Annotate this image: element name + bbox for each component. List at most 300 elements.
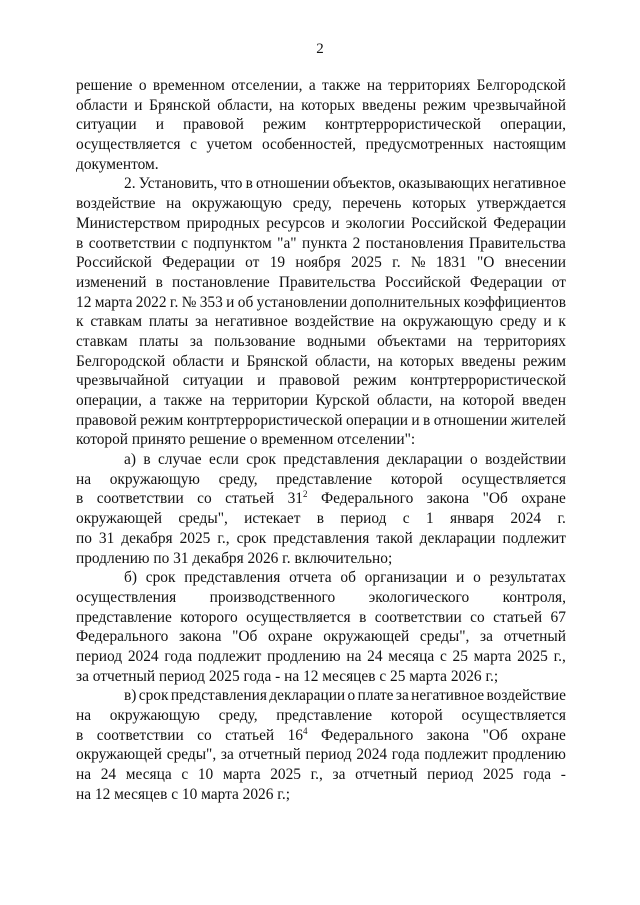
text-line bbox=[76, 253, 566, 273]
word: к bbox=[76, 313, 84, 331]
word: 24 bbox=[367, 647, 383, 665]
word: настоящим bbox=[493, 136, 566, 154]
word: коэффициентов bbox=[463, 293, 566, 311]
text-line bbox=[76, 273, 566, 293]
word: в bbox=[155, 273, 163, 291]
word: по bbox=[76, 529, 92, 547]
word: закона bbox=[179, 628, 222, 646]
word: среды", bbox=[178, 510, 228, 528]
word: воздействие bbox=[486, 687, 566, 705]
word: "О bbox=[476, 254, 495, 272]
word: представление bbox=[276, 470, 373, 488]
word: изменений bbox=[76, 273, 147, 291]
word: в bbox=[76, 726, 84, 744]
word: срок bbox=[236, 529, 267, 547]
word: среду bbox=[499, 313, 537, 331]
word: экологического bbox=[368, 588, 470, 606]
word: и bbox=[456, 569, 465, 587]
word: декларации bbox=[269, 687, 346, 705]
word: со bbox=[197, 490, 212, 508]
word: осуществляется bbox=[461, 707, 566, 724]
word: правовой bbox=[76, 411, 137, 429]
word: срок bbox=[138, 687, 169, 705]
word: области bbox=[76, 96, 128, 114]
text-line: за отчетный период 2025 года - на 12 месяцев с 25 марта 2026 г.; bbox=[76, 667, 499, 685]
text-line bbox=[76, 194, 566, 214]
word: 2024 bbox=[356, 746, 388, 764]
word: период bbox=[340, 510, 387, 528]
text-line bbox=[76, 391, 566, 411]
word: марта bbox=[94, 293, 133, 311]
word: утверждается bbox=[476, 195, 566, 213]
word: операции, bbox=[76, 392, 142, 409]
word: 2025 bbox=[179, 529, 211, 547]
word: Федерального bbox=[320, 726, 414, 744]
word: и bbox=[411, 411, 420, 429]
word: ставкам bbox=[90, 313, 142, 331]
word: продлению bbox=[267, 647, 341, 665]
word: № bbox=[410, 254, 426, 272]
text-line bbox=[76, 470, 566, 490]
word: окружающей bbox=[323, 628, 410, 646]
word: о bbox=[470, 451, 478, 469]
text-line bbox=[76, 115, 566, 135]
word: представления bbox=[273, 529, 370, 547]
word: ноября bbox=[295, 254, 341, 272]
word: области, bbox=[217, 96, 273, 114]
text-line bbox=[76, 371, 566, 391]
word: отчетный bbox=[238, 746, 301, 764]
word: осуществления bbox=[76, 588, 177, 606]
word: в bbox=[423, 411, 431, 429]
word: которой bbox=[390, 707, 443, 724]
word: Брянской bbox=[149, 96, 211, 114]
text-line bbox=[76, 588, 566, 608]
text-line bbox=[76, 745, 566, 765]
word: Курской bbox=[315, 392, 370, 409]
word: подлежит bbox=[197, 647, 262, 665]
text-line bbox=[76, 312, 566, 332]
text-line bbox=[76, 627, 566, 647]
text-line bbox=[76, 608, 566, 628]
word: контртеррористической bbox=[325, 116, 481, 134]
word: которого bbox=[180, 608, 238, 626]
word: среды", bbox=[166, 746, 217, 764]
text-line bbox=[76, 96, 566, 116]
word: с bbox=[439, 647, 447, 665]
word: осуществляется bbox=[246, 608, 351, 626]
word: марта bbox=[222, 766, 261, 784]
word: решение bbox=[76, 77, 133, 94]
word: воздействии bbox=[485, 451, 566, 469]
word: контроля, bbox=[502, 588, 566, 606]
word: б) bbox=[124, 569, 137, 587]
word: если bbox=[208, 451, 239, 469]
word: природных bbox=[186, 214, 260, 232]
word: соответствии bbox=[96, 726, 184, 744]
word: закона bbox=[426, 490, 470, 508]
word: среду, bbox=[218, 470, 258, 488]
word: подлежит bbox=[502, 529, 566, 547]
word: Белгородской bbox=[76, 352, 166, 370]
word: среды", bbox=[419, 628, 470, 646]
word: марта bbox=[473, 647, 512, 665]
word: 2025 bbox=[517, 647, 548, 665]
word: 2025 bbox=[351, 254, 382, 272]
text-line bbox=[76, 174, 566, 194]
word: статьей bbox=[225, 726, 275, 744]
word: соответствии bbox=[88, 234, 176, 252]
word: Министерством bbox=[76, 214, 181, 232]
text-line: документом. bbox=[76, 155, 159, 173]
word: ресурсов bbox=[266, 214, 325, 232]
word: срок bbox=[246, 451, 276, 469]
word: от bbox=[551, 273, 566, 291]
word: Федерации bbox=[469, 273, 543, 291]
word: негативное bbox=[214, 313, 288, 331]
word: срок bbox=[145, 569, 176, 587]
word: от bbox=[245, 254, 260, 272]
word: территории bbox=[232, 392, 308, 409]
word: объектами bbox=[377, 332, 447, 350]
word: Федерального bbox=[76, 628, 169, 646]
word: 1 bbox=[425, 510, 434, 528]
word: $16^4$ bbox=[287, 725, 308, 744]
word: января bbox=[450, 510, 494, 528]
word: отчетный bbox=[355, 766, 418, 784]
word: введены bbox=[361, 96, 417, 114]
word: в) bbox=[124, 687, 137, 705]
word: об bbox=[237, 293, 254, 311]
text-line bbox=[76, 509, 566, 529]
word: о bbox=[138, 77, 147, 94]
word: Федерации bbox=[162, 254, 235, 272]
word: отселении, bbox=[231, 77, 303, 94]
word: Установить, bbox=[138, 175, 218, 193]
word: негативное bbox=[492, 175, 566, 193]
word: 19 bbox=[269, 254, 286, 272]
word: на bbox=[76, 766, 92, 784]
word: области, bbox=[315, 352, 371, 370]
word: режим bbox=[140, 411, 184, 429]
word: особенностей, bbox=[261, 136, 357, 154]
word: статьей bbox=[493, 608, 543, 626]
word: и bbox=[231, 352, 240, 370]
word: г. bbox=[392, 254, 401, 272]
word: и bbox=[226, 293, 235, 311]
word: которой bbox=[462, 392, 515, 409]
word: учетом bbox=[206, 136, 253, 154]
word: а bbox=[149, 392, 157, 409]
word: об bbox=[340, 569, 356, 587]
word: отношении bbox=[256, 175, 330, 193]
word: Федерации bbox=[493, 214, 566, 232]
text-line bbox=[76, 135, 566, 155]
word: г., bbox=[217, 529, 230, 547]
word: - bbox=[560, 766, 566, 784]
word: декабря bbox=[121, 529, 173, 547]
word: окружающую bbox=[402, 313, 493, 331]
word: за bbox=[332, 766, 346, 784]
word: со bbox=[197, 726, 212, 744]
word: плате bbox=[357, 687, 394, 705]
word: с bbox=[181, 766, 189, 784]
word: Российской bbox=[76, 254, 152, 272]
word: экологии bbox=[345, 214, 405, 232]
word: представления bbox=[184, 569, 281, 587]
text-line bbox=[76, 332, 566, 352]
word: Белгородской bbox=[476, 77, 566, 94]
word: г. bbox=[557, 510, 566, 528]
word: режим bbox=[262, 116, 307, 134]
word: постановление bbox=[172, 273, 270, 291]
word: также bbox=[163, 392, 203, 409]
word: режим bbox=[422, 96, 467, 114]
word: негативное bbox=[411, 687, 485, 705]
word: операции, bbox=[500, 116, 566, 134]
word: 2 bbox=[352, 234, 361, 252]
superscript: 4 bbox=[302, 725, 308, 736]
word: № bbox=[181, 293, 197, 311]
word: в bbox=[316, 510, 325, 528]
word: о bbox=[473, 569, 481, 587]
word: чрезвычайной bbox=[472, 96, 566, 114]
word: окружающую bbox=[191, 195, 283, 213]
word: режим bbox=[353, 372, 397, 390]
word: г., bbox=[553, 647, 566, 665]
word: 10 bbox=[197, 766, 214, 784]
word: "Об bbox=[482, 726, 508, 744]
word: жителей bbox=[510, 411, 566, 429]
word: года bbox=[391, 746, 420, 764]
word: установлении bbox=[256, 293, 348, 311]
word: Федерального bbox=[320, 490, 414, 508]
word: отчетный bbox=[503, 628, 566, 646]
word: представления bbox=[283, 451, 380, 469]
word: Российской bbox=[411, 214, 487, 232]
text-line-with-superscript bbox=[76, 489, 566, 509]
word: режим bbox=[522, 352, 566, 370]
word: осуществляется bbox=[461, 470, 566, 488]
word: объектов, bbox=[332, 175, 396, 193]
text-line bbox=[76, 686, 566, 706]
word: и bbox=[257, 372, 266, 390]
word: на bbox=[380, 313, 396, 331]
word: г., bbox=[310, 766, 323, 784]
word: с bbox=[190, 136, 197, 154]
word: введены bbox=[461, 352, 516, 370]
text-line bbox=[76, 450, 566, 470]
word: 12 bbox=[76, 293, 92, 311]
word: с bbox=[402, 510, 410, 528]
word: на bbox=[457, 332, 473, 350]
word: операции bbox=[345, 411, 408, 429]
word: декларации bbox=[419, 529, 496, 547]
word: 67 bbox=[550, 608, 566, 626]
word: пользование bbox=[214, 332, 296, 350]
word: и bbox=[331, 214, 340, 232]
word: правовой bbox=[183, 116, 244, 134]
word: "Об bbox=[232, 628, 258, 646]
word: а) bbox=[124, 451, 136, 469]
word: среду, bbox=[218, 707, 258, 724]
text-line bbox=[76, 411, 566, 431]
word: в bbox=[143, 451, 151, 469]
word: контртеррористической bbox=[410, 372, 566, 390]
word: на bbox=[279, 96, 295, 114]
word: также bbox=[322, 77, 361, 94]
word: результатах bbox=[489, 569, 566, 587]
word: отношении bbox=[433, 411, 508, 429]
word: охране bbox=[267, 628, 313, 646]
word: представления bbox=[170, 687, 267, 705]
word: статьей bbox=[225, 490, 275, 508]
text-line bbox=[76, 647, 566, 667]
word: декларации bbox=[386, 451, 463, 469]
word: на bbox=[166, 195, 182, 213]
word: временном bbox=[152, 77, 225, 94]
word: постановления bbox=[365, 234, 464, 252]
word: пункта bbox=[301, 234, 348, 252]
text-line: которой принято решение о временном отселении": bbox=[76, 431, 416, 449]
word: охране bbox=[521, 490, 566, 508]
word: "Об bbox=[482, 490, 508, 508]
word: представление bbox=[276, 707, 373, 724]
word: в bbox=[359, 608, 367, 626]
word: и bbox=[134, 96, 143, 114]
word: "а" bbox=[277, 234, 297, 252]
word: месяца bbox=[388, 647, 435, 665]
text-line: на 12 месяцев с 10 марта 2026 г.; bbox=[76, 785, 290, 803]
word: соответствии bbox=[96, 490, 184, 508]
word: которой bbox=[390, 470, 443, 488]
word: на bbox=[209, 392, 225, 409]
word: 25 bbox=[452, 647, 468, 665]
word: которых bbox=[412, 195, 467, 213]
word: период bbox=[305, 746, 352, 764]
word: года bbox=[523, 766, 552, 784]
word: 353 bbox=[199, 293, 223, 311]
word: платы bbox=[148, 313, 189, 331]
word: представление bbox=[76, 608, 172, 626]
word: введен bbox=[522, 392, 566, 409]
text-line bbox=[76, 293, 566, 313]
word: организации bbox=[364, 569, 448, 587]
word: что bbox=[220, 175, 243, 193]
word: отчета bbox=[289, 569, 332, 587]
word: и bbox=[543, 313, 552, 331]
word: г. bbox=[169, 293, 179, 311]
word: на bbox=[76, 707, 92, 724]
word: за bbox=[195, 313, 208, 331]
word: 2025 bbox=[482, 766, 514, 784]
word: с bbox=[181, 234, 188, 252]
word: 1831 bbox=[435, 254, 467, 272]
word: на bbox=[377, 352, 393, 370]
word: воздействие bbox=[76, 195, 156, 213]
word: которых bbox=[399, 352, 455, 370]
word: перечень bbox=[342, 195, 402, 213]
word: за bbox=[480, 628, 493, 646]
word: среду, bbox=[292, 195, 332, 213]
word: ставкам bbox=[76, 332, 128, 350]
word: в bbox=[76, 234, 84, 252]
word: 2024 bbox=[510, 510, 542, 528]
word: подлежит bbox=[424, 746, 488, 764]
word: период bbox=[76, 647, 123, 665]
word: дополнительных bbox=[350, 293, 461, 311]
word: подпунктом bbox=[193, 234, 272, 252]
word: области, bbox=[377, 392, 433, 409]
word: такой bbox=[376, 529, 413, 547]
text-line bbox=[76, 76, 566, 96]
word: окружающую bbox=[109, 470, 200, 488]
word: производственного bbox=[209, 588, 336, 606]
word: охране bbox=[521, 726, 566, 744]
text-line bbox=[76, 706, 566, 726]
word: 2. bbox=[124, 175, 136, 193]
word: территориях bbox=[388, 77, 471, 94]
word: воздействие bbox=[294, 313, 375, 331]
word: года bbox=[164, 647, 193, 665]
word: Правительства bbox=[469, 234, 566, 252]
word: на bbox=[346, 647, 362, 665]
text-line bbox=[76, 214, 566, 234]
word: в bbox=[245, 175, 253, 193]
word: случае bbox=[157, 451, 202, 469]
word: окружающей bbox=[76, 746, 163, 764]
text-line bbox=[76, 765, 566, 785]
word: ситуации bbox=[76, 116, 137, 134]
word: оказывающих bbox=[398, 175, 490, 193]
word: окружающей bbox=[76, 510, 163, 528]
word: за bbox=[189, 332, 203, 350]
word: за bbox=[220, 746, 234, 764]
word: о bbox=[347, 687, 356, 705]
word: $31^2$ bbox=[287, 489, 308, 508]
word: водными bbox=[306, 332, 366, 350]
document-body bbox=[76, 76, 566, 804]
word: со bbox=[470, 608, 485, 626]
word: продлению bbox=[492, 746, 566, 764]
text-line: продлению по 31 декабря 2026 г. включительно; bbox=[76, 549, 393, 567]
word: 31 bbox=[98, 529, 115, 547]
word: 2024 bbox=[127, 647, 159, 665]
word: и bbox=[155, 116, 164, 134]
word: Брянской bbox=[246, 352, 308, 370]
word: области bbox=[172, 352, 224, 370]
word: Правительства bbox=[278, 273, 376, 291]
word: контртеррористической bbox=[186, 411, 343, 429]
text-line-with-superscript bbox=[76, 726, 566, 746]
word: истекает bbox=[244, 510, 301, 528]
word: за bbox=[395, 687, 409, 705]
word: чрезвычайной bbox=[76, 372, 170, 390]
text-line bbox=[76, 568, 566, 588]
word: 2025 bbox=[270, 766, 301, 784]
word: 2022 bbox=[135, 293, 167, 311]
word: которых bbox=[301, 96, 356, 114]
word: территориях bbox=[483, 332, 566, 350]
page-number: 2 bbox=[316, 41, 324, 57]
text-line bbox=[76, 352, 566, 372]
text-line bbox=[76, 234, 566, 254]
word: закона bbox=[426, 726, 470, 744]
superscript: 2 bbox=[302, 489, 308, 500]
word: осуществляется bbox=[76, 136, 181, 154]
word: на bbox=[439, 392, 455, 409]
word: ситуации bbox=[182, 372, 244, 390]
